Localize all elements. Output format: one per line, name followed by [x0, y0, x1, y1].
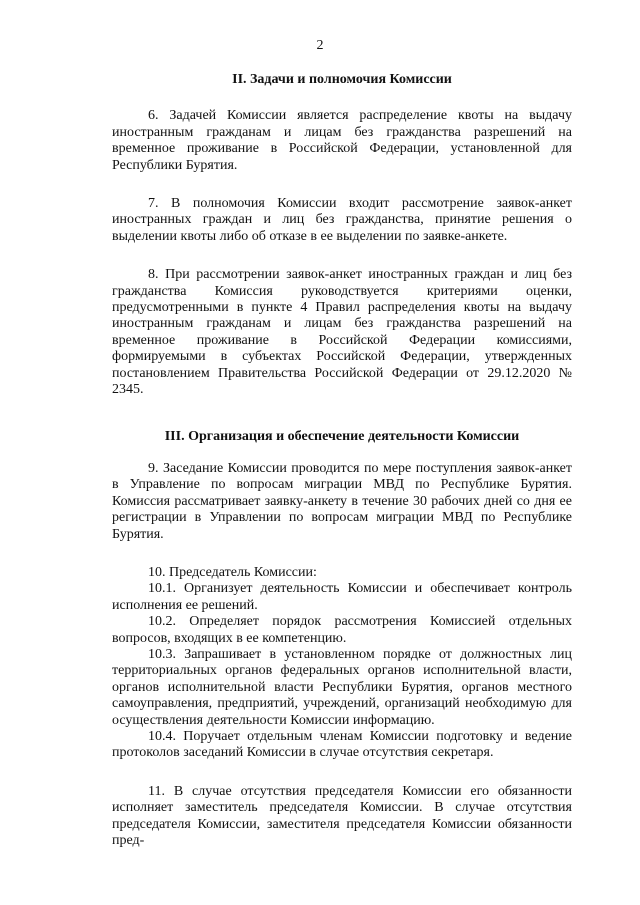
page-number: 2	[316, 38, 324, 53]
paragraph-9: 9. Заседание Комиссии проводится по мере поступления заявок-анкет в Управление по вопросам миграции МВД по Республике Бурятия. Комиссия рассматривает заявку-анкету в течение 30 рабочих дней со дня ее регистрации в Управлении по вопросам миграции МВД по Республике Бурятия.	[112, 460, 572, 542]
paragraph-11: 11. В случае отсутствия председателя Комиссии его обязанности исполняет заместитель председателя Комиссии. В случае отсутствия председателя Комиссии, заместителя председателя Комиссии обязанности пред-	[112, 783, 572, 849]
section-heading-tasks: II. Задачи и полномочия Комиссии	[232, 72, 452, 87]
paragraph-8: 8. При рассмотрении заявок-анкет иностранных граждан и лиц без гражданства Комиссия руководствуется критериями оценки, предусмотренными в пункте 4 Правил распределения квоты на выдачу иностранным гражданам и лицам без гражданства разрешений на временное проживание в Российской Федерации комиссиями, формируемыми в субъектах Российской Федерации, утвержденных постановлением Правительства Российской Федерации от 29.12.2020 № 2345.	[112, 267, 572, 398]
paragraph-10-2: 10.2. Определяет порядок рассмотрения Комиссией отдельных вопросов, входящих в ее компетенцию.	[112, 614, 572, 646]
document-body	[112, 72, 572, 849]
paragraph-10-1: 10.1. Организует деятельность Комиссии и обеспечивает контроль исполнения ее решений.	[112, 581, 572, 613]
section-heading-organization: III. Организация и обеспечение деятельности Комиссии	[164, 428, 520, 444]
paragraph-10-3: 10.3. Запрашивает в установленном порядке от должностных лиц территориальных органов федеральных органов исполнительной власти, органов исполнительной власти Республики Бурятия, органов местного самоуправления, предприятий, учреждений, организаций необходимую для осуществления деятельности Комиссии информацию.	[112, 646, 572, 728]
paragraph-10: 10. Председатель Комиссии:	[148, 564, 317, 580]
paragraph-7: 7. В полномочия Комиссии входит рассмотрение заявок-анкет иностранных граждан и лиц без гражданства, принятие решения о выделении квоты либо об отказе в ее выделении по заявке-анкете.	[112, 196, 572, 244]
paragraph-6: 6. Задачей Комиссии является распределение квоты на выдачу иностранным гражданам и лицам без гражданства разрешений на временное проживание в Российской Федерации, установленной для Республики Бурятия.	[112, 108, 572, 173]
paragraph-10-4: 10.4. Поручает отдельным членам Комиссии подготовку и ведение протоколов заседаний Комиссии в случае отсутствия секретаря.	[112, 729, 572, 761]
